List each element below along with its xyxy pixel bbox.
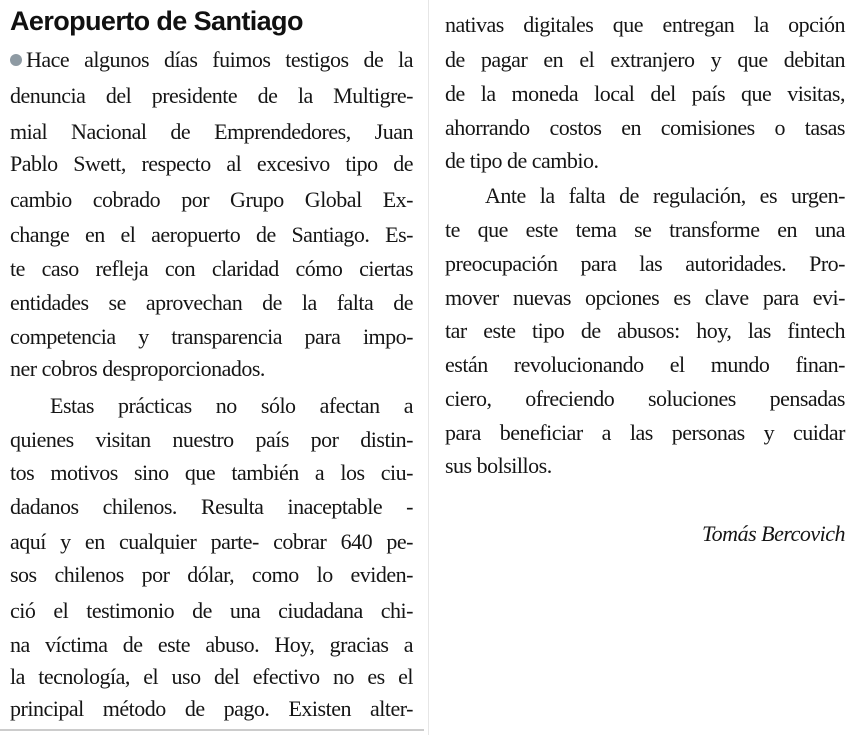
right-line-11: están revolucionando el mundo finan- [445,352,845,377]
right-line-5: de tipo de cambio. [445,148,599,173]
left-line-16: sos chilenos por dólar, como lo eviden- [10,562,413,587]
left-line-6: change en el aeropuerto de Santiago. Es- [10,222,413,247]
right-line-14: sus bolsillos. [445,453,552,478]
right-line-6: Ante la falta de regulación, es urgen- [485,183,845,208]
left-line-3: mial Nacional de Emprendedores, Juan [10,119,413,144]
left-line-19: la tecnología, el uso del efectivo no es el [10,664,413,689]
left-line-5: cambio cobrado por Grupo Global Ex- [10,187,413,212]
right-line-10: tar este tipo de abusos: hoy, las fintech [445,318,845,343]
left-line-20: principal método de pago. Existen alter- [10,696,413,721]
column-divider [428,0,429,735]
left-line-2: denuncia del presidente de la Multigre- [10,83,413,108]
left-line-15: aquí y en cualquier parte- cobrar 640 pe- [10,529,413,554]
right-line-3: de la moneda local del país que visitas, [445,81,845,106]
left-line-14: dadanos chilenos. Resulta inaceptable - [10,494,413,519]
right-line-9: mover nuevas opciones es clave para evi- [445,285,845,310]
article-headline: Aeropuerto de Santiago [10,6,303,36]
left-line-1 [10,47,413,73]
left-line-17: ció el testimonio de una ciudadana chi- [10,598,413,623]
left-line-13: tos motivos sino que también a los ciu- [10,460,413,485]
right-line-4: ahorrando costos en comisiones o tasas [445,115,845,140]
right-line-2: de pagar en el extranjero y que debitan [445,47,845,72]
left-line-1-text: Hace algunos días fuimos testigos de la [26,47,413,72]
left-line-10: ner cobros desproporcionados. [10,356,265,381]
left-line-18: na víctima de este abuso. Hoy, gracias a [10,632,413,657]
right-line-13: para beneficiar a las personas y cuidar [445,420,845,445]
bottom-rule [0,729,424,731]
left-line-4: Pablo Swett, respecto al excesivo tipo de [10,151,413,176]
bullet-icon [10,54,22,66]
left-line-8: entidades se aprovechan de la falta de [10,290,413,315]
author-signature: Tomás Bercovich [701,521,845,546]
left-line-11: Estas prácticas no sólo afectan a [50,393,413,418]
right-line-8: preocupación para las autoridades. Pro- [445,251,845,276]
left-line-12: quienes visitan nuestro país por distin- [10,427,413,452]
left-line-9: competencia y transparencia para impo- [10,324,413,349]
left-line-7: te caso refleja con claridad cómo ciertas [10,256,413,281]
right-line-7: te que este tema se transforme en una [445,217,845,242]
right-line-12: ciero, ofreciendo soluciones pensadas [445,386,845,411]
right-line-1: nativas digitales que entregan la opción [445,12,845,37]
